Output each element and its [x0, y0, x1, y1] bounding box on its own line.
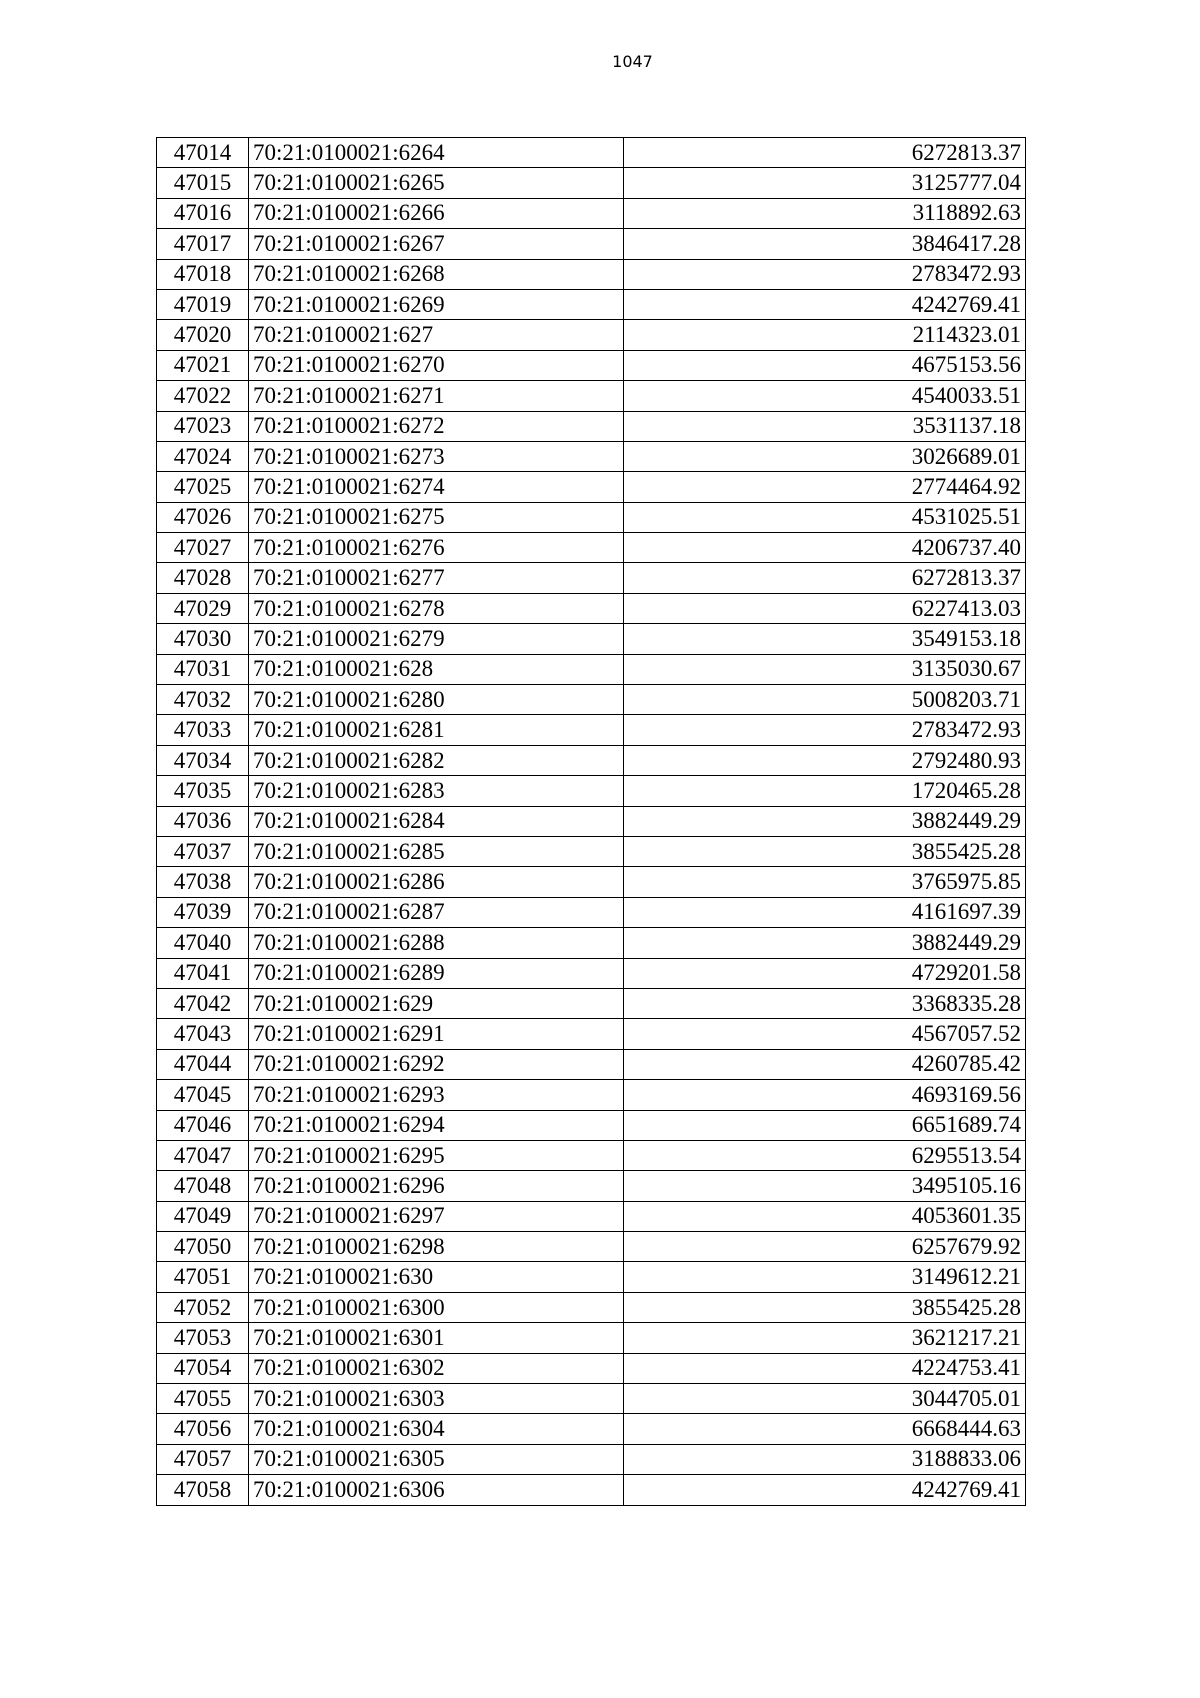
- value-cell: 3125777.04: [624, 168, 1026, 198]
- row-number-cell: 47021: [157, 350, 249, 380]
- row-number-cell: 47016: [157, 198, 249, 228]
- row-number-cell: 47041: [157, 958, 249, 988]
- table-row: [157, 381, 1026, 411]
- table-row: [157, 685, 1026, 715]
- row-number-cell: 47033: [157, 715, 249, 745]
- table-row: [157, 1019, 1026, 1049]
- value-cell: 3846417.28: [624, 229, 1026, 259]
- table-row: [157, 745, 1026, 775]
- value-cell: 4567057.52: [624, 1019, 1026, 1049]
- row-number-cell: 47043: [157, 1019, 249, 1049]
- value-cell: 6272813.37: [624, 563, 1026, 593]
- row-number-cell: 47042: [157, 988, 249, 1018]
- row-number-cell: 47014: [157, 138, 249, 168]
- value-cell: 3882449.29: [624, 928, 1026, 958]
- value-cell: 2114323.01: [624, 320, 1026, 350]
- table-row: [157, 1110, 1026, 1140]
- row-number-cell: 47023: [157, 411, 249, 441]
- cadastral-number-cell: 70:21:0100021:6298: [249, 1232, 624, 1262]
- value-cell: 3044705.01: [624, 1384, 1026, 1414]
- row-number-cell: 47025: [157, 472, 249, 502]
- cadastral-number-cell: 70:21:0100021:628: [249, 654, 624, 684]
- value-cell: 3882449.29: [624, 806, 1026, 836]
- table-row: [157, 1444, 1026, 1474]
- row-number-cell: 47026: [157, 502, 249, 532]
- row-number-cell: 47057: [157, 1444, 249, 1474]
- table-row: [157, 867, 1026, 897]
- cadastral-number-cell: 70:21:0100021:6297: [249, 1201, 624, 1231]
- row-number-cell: 47040: [157, 928, 249, 958]
- cadastral-number-cell: 70:21:0100021:6279: [249, 624, 624, 654]
- cadastral-number-cell: 70:21:0100021:6300: [249, 1292, 624, 1322]
- row-number-cell: 47054: [157, 1353, 249, 1383]
- cadastral-number-cell: 70:21:0100021:6264: [249, 138, 624, 168]
- value-cell: 6257679.92: [624, 1232, 1026, 1262]
- table-row: [157, 1080, 1026, 1110]
- row-number-cell: 47034: [157, 745, 249, 775]
- value-cell: 4206737.40: [624, 533, 1026, 563]
- value-cell: 1720465.28: [624, 776, 1026, 806]
- cadastral-number-cell: 70:21:0100021:6273: [249, 441, 624, 471]
- cadastral-number-cell: 70:21:0100021:6281: [249, 715, 624, 745]
- value-cell: 2783472.93: [624, 259, 1026, 289]
- row-number-cell: 47035: [157, 776, 249, 806]
- table-row: [157, 411, 1026, 441]
- table-row: [157, 1323, 1026, 1353]
- row-number-cell: 47022: [157, 381, 249, 411]
- table-row: [157, 350, 1026, 380]
- row-number-cell: 47045: [157, 1080, 249, 1110]
- table-row: [157, 1292, 1026, 1322]
- table-row: [157, 624, 1026, 654]
- row-number-cell: 47039: [157, 897, 249, 927]
- value-cell: 4242769.41: [624, 1475, 1026, 1505]
- cadastral-number-cell: 70:21:0100021:6266: [249, 198, 624, 228]
- row-number-cell: 47029: [157, 593, 249, 623]
- cadastral-number-cell: 70:21:0100021:6284: [249, 806, 624, 836]
- value-cell: 3621217.21: [624, 1323, 1026, 1353]
- row-number-cell: 47049: [157, 1201, 249, 1231]
- value-cell: 6227413.03: [624, 593, 1026, 623]
- value-cell: 4224753.41: [624, 1353, 1026, 1383]
- cadastral-number-cell: 70:21:0100021:6278: [249, 593, 624, 623]
- table-row: [157, 138, 1026, 168]
- value-cell: 3368335.28: [624, 988, 1026, 1018]
- row-number-cell: 47038: [157, 867, 249, 897]
- value-cell: 4260785.42: [624, 1049, 1026, 1079]
- row-number-cell: 47017: [157, 229, 249, 259]
- cadastral-number-cell: 70:21:0100021:6294: [249, 1110, 624, 1140]
- row-number-cell: 47015: [157, 168, 249, 198]
- cadastral-number-cell: 70:21:0100021:6296: [249, 1171, 624, 1201]
- table-row: [157, 441, 1026, 471]
- table-body: [157, 138, 1026, 1506]
- table-row: [157, 593, 1026, 623]
- value-cell: 3118892.63: [624, 198, 1026, 228]
- value-cell: 4675153.56: [624, 350, 1026, 380]
- value-cell: 4729201.58: [624, 958, 1026, 988]
- row-number-cell: 47036: [157, 806, 249, 836]
- cadastral-number-cell: 70:21:0100021:6288: [249, 928, 624, 958]
- cadastral-number-cell: 70:21:0100021:629: [249, 988, 624, 1018]
- cadastral-number-cell: 70:21:0100021:6280: [249, 685, 624, 715]
- value-cell: 2774464.92: [624, 472, 1026, 502]
- row-number-cell: 47028: [157, 563, 249, 593]
- row-number-cell: 47030: [157, 624, 249, 654]
- value-cell: 3855425.28: [624, 1292, 1026, 1322]
- value-cell: 4161697.39: [624, 897, 1026, 927]
- table-row: [157, 654, 1026, 684]
- value-cell: 3026689.01: [624, 441, 1026, 471]
- row-number-cell: 47052: [157, 1292, 249, 1322]
- value-cell: 4242769.41: [624, 289, 1026, 319]
- table-row: [157, 1232, 1026, 1262]
- row-number-cell: 47053: [157, 1323, 249, 1353]
- row-number-cell: 47055: [157, 1384, 249, 1414]
- cadastral-number-cell: 70:21:0100021:6304: [249, 1414, 624, 1444]
- table-row: [157, 1475, 1026, 1505]
- row-number-cell: 47037: [157, 836, 249, 866]
- table-row: [157, 1414, 1026, 1444]
- cadastral-number-cell: 70:21:0100021:6277: [249, 563, 624, 593]
- row-number-cell: 47050: [157, 1232, 249, 1262]
- table-row: [157, 806, 1026, 836]
- cadastral-number-cell: 70:21:0100021:6270: [249, 350, 624, 380]
- table-row: [157, 1049, 1026, 1079]
- table-row: [157, 502, 1026, 532]
- row-number-cell: 47044: [157, 1049, 249, 1079]
- row-number-cell: 47046: [157, 1110, 249, 1140]
- value-cell: 5008203.71: [624, 685, 1026, 715]
- table-row: [157, 1353, 1026, 1383]
- table-row: [157, 1140, 1026, 1170]
- table-row: [157, 988, 1026, 1018]
- value-cell: 6668444.63: [624, 1414, 1026, 1444]
- row-number-cell: 47019: [157, 289, 249, 319]
- value-cell: 6272813.37: [624, 138, 1026, 168]
- value-cell: 3135030.67: [624, 654, 1026, 684]
- value-cell: 3188833.06: [624, 1444, 1026, 1474]
- value-cell: 3495105.16: [624, 1171, 1026, 1201]
- table-row: [157, 472, 1026, 502]
- cadastral-number-cell: 70:21:0100021:6302: [249, 1353, 624, 1383]
- table-row: [157, 715, 1026, 745]
- cadastral-number-cell: 70:21:0100021:6289: [249, 958, 624, 988]
- row-number-cell: 47048: [157, 1171, 249, 1201]
- row-number-cell: 47058: [157, 1475, 249, 1505]
- cadastral-number-cell: 70:21:0100021:6272: [249, 411, 624, 441]
- table-row: [157, 776, 1026, 806]
- cadastral-number-cell: 70:21:0100021:6301: [249, 1323, 624, 1353]
- value-cell: 4540033.51: [624, 381, 1026, 411]
- page-number: 1047: [612, 52, 653, 71]
- value-cell: 4531025.51: [624, 502, 1026, 532]
- value-cell: 2792480.93: [624, 745, 1026, 775]
- cadastral-number-cell: 70:21:0100021:6267: [249, 229, 624, 259]
- cadastral-number-cell: 70:21:0100021:6269: [249, 289, 624, 319]
- cadastral-number-cell: 70:21:0100021:6303: [249, 1384, 624, 1414]
- cadastral-number-cell: 70:21:0100021:6265: [249, 168, 624, 198]
- cadastral-number-cell: 70:21:0100021:6283: [249, 776, 624, 806]
- table-row: [157, 229, 1026, 259]
- value-cell: 3855425.28: [624, 836, 1026, 866]
- row-number-cell: 47047: [157, 1140, 249, 1170]
- row-number-cell: 47032: [157, 685, 249, 715]
- table-row: [157, 928, 1026, 958]
- table-row: [157, 563, 1026, 593]
- cadastral-number-cell: 70:21:0100021:6306: [249, 1475, 624, 1505]
- row-number-cell: 47051: [157, 1262, 249, 1292]
- table-row: [157, 958, 1026, 988]
- row-number-cell: 47056: [157, 1414, 249, 1444]
- cadastral-number-cell: 70:21:0100021:6295: [249, 1140, 624, 1170]
- cadastral-number-cell: 70:21:0100021:6268: [249, 259, 624, 289]
- table-row: [157, 1171, 1026, 1201]
- row-number-cell: 47027: [157, 533, 249, 563]
- cadastral-number-cell: 70:21:0100021:6293: [249, 1080, 624, 1110]
- cadastral-number-cell: 70:21:0100021:6286: [249, 867, 624, 897]
- table-row: [157, 320, 1026, 350]
- cadastral-number-cell: 70:21:0100021:6285: [249, 836, 624, 866]
- value-cell: 3549153.18: [624, 624, 1026, 654]
- table-row: [157, 1384, 1026, 1414]
- value-cell: 4053601.35: [624, 1201, 1026, 1231]
- row-number-cell: 47031: [157, 654, 249, 684]
- table-row: [157, 836, 1026, 866]
- row-number-cell: 47018: [157, 259, 249, 289]
- row-number-cell: 47020: [157, 320, 249, 350]
- value-cell: 2783472.93: [624, 715, 1026, 745]
- cadastral-number-cell: 70:21:0100021:6305: [249, 1444, 624, 1474]
- value-cell: 3765975.85: [624, 867, 1026, 897]
- cadastral-number-cell: 70:21:0100021:6271: [249, 381, 624, 411]
- cadastral-number-cell: 70:21:0100021:630: [249, 1262, 624, 1292]
- table-row: [157, 533, 1026, 563]
- cadastral-number-cell: 70:21:0100021:6282: [249, 745, 624, 775]
- value-cell: 4693169.56: [624, 1080, 1026, 1110]
- table-row: [157, 1262, 1026, 1292]
- cadastral-number-cell: 70:21:0100021:6287: [249, 897, 624, 927]
- table-row: [157, 198, 1026, 228]
- cadastral-number-cell: 70:21:0100021:6276: [249, 533, 624, 563]
- cadastral-number-cell: 70:21:0100021:6275: [249, 502, 624, 532]
- table-row: [157, 1201, 1026, 1231]
- value-cell: 6295513.54: [624, 1140, 1026, 1170]
- row-number-cell: 47024: [157, 441, 249, 471]
- cadastral-number-cell: 70:21:0100021:6292: [249, 1049, 624, 1079]
- table-row: [157, 259, 1026, 289]
- cadastral-number-cell: 70:21:0100021:6291: [249, 1019, 624, 1049]
- table-row: [157, 897, 1026, 927]
- cadastral-number-cell: 70:21:0100021:627: [249, 320, 624, 350]
- table-row: [157, 168, 1026, 198]
- value-cell: 3149612.21: [624, 1262, 1026, 1292]
- table-row: [157, 289, 1026, 319]
- data-table: [156, 137, 1026, 1506]
- cadastral-number-cell: 70:21:0100021:6274: [249, 472, 624, 502]
- value-cell: 3531137.18: [624, 411, 1026, 441]
- value-cell: 6651689.74: [624, 1110, 1026, 1140]
